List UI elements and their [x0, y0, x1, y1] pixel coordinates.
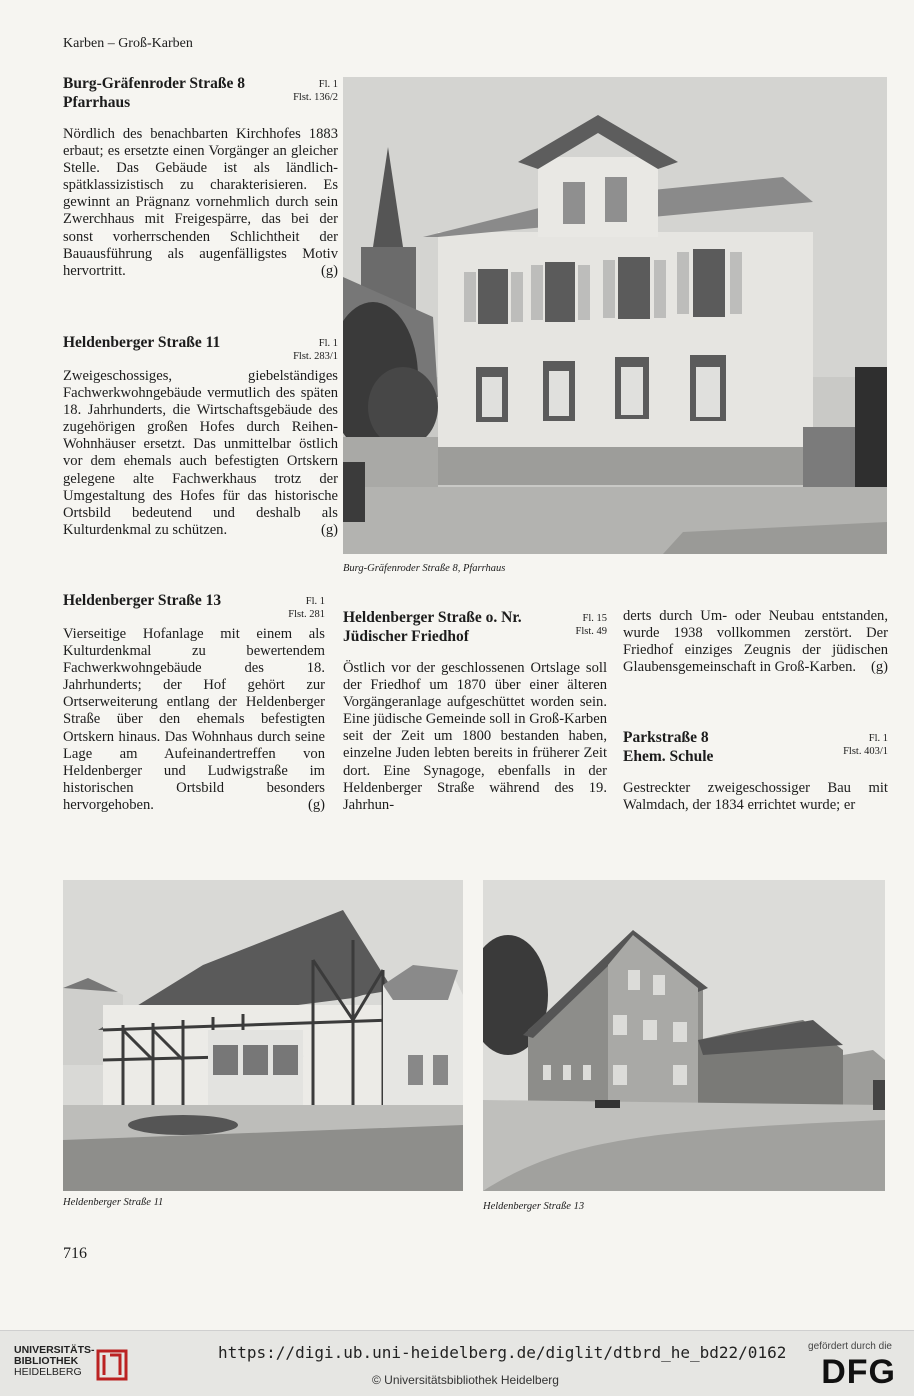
- entry-body: Zweigeschossiges, giebelständiges Fachwerkwohngebäude vermutlich des späten 18. Jahrhunderts, die Wirtschaftsgebäude des zugehörigen großen Hofes durch Reihen-Wohnhäuser ersetzt. Das unmittelbar östlich vor dem ehemals auch befestigten Ortskern gelegene alte Fachwerkhaus trotz der Umgestaltung des Hofes für das historische Ortsbild bedeutend und deshalb als Kulturdenkmal zu schützen.: [63, 368, 338, 538]
- flurstueck-number: Flst. 281: [288, 609, 325, 620]
- page-number: 716: [63, 1245, 87, 1262]
- flur-number: Fl. 1: [318, 79, 338, 90]
- pfarrhaus-photo-image: [343, 77, 887, 554]
- entry-body: Nördlich des benachbarten Kirchhofes 1883 erbaut; es ersetzte einen Vorgänger an gleicher Stelle. Das Gebäude ist als ländlich-spätklassizistisch zu charakterisieren. Es gewinnt an Prägnanz vornehmlich durch sein Zwerchhaus mit Freigespärre, das bei der sonst vorherrschenden Schlichtheit der Bauausführung als augenfälligstes Motiv hervortritt.: [63, 126, 338, 279]
- library-logo[interactable]: [14, 1345, 134, 1385]
- flur-number: Fl. 1: [305, 596, 325, 607]
- entry-subtitle: Ehem. Schule: [623, 748, 714, 765]
- author-signature: (g): [870, 659, 888, 676]
- flur-number: Fl. 1: [868, 733, 888, 744]
- flur-number: Fl. 1: [318, 338, 338, 349]
- entry-text: [63, 126, 338, 280]
- entry-text: [63, 368, 338, 539]
- heldenberger-11-caption: Heldenberger Straße 11: [63, 1197, 164, 1208]
- heldenberger-11-photo: [63, 880, 463, 1191]
- dfg-logo[interactable]: DFG: [821, 1353, 896, 1391]
- entry-parkstrasse-8: [623, 728, 888, 814]
- flur-number: Fl. 15: [582, 613, 607, 624]
- entry-text: Gestreckter zweigeschossiger Bau mit Walmdach, der 1834 errichtet wurde; er: [623, 780, 888, 814]
- heldenberger-13-caption: Heldenberger Straße 13: [483, 1201, 585, 1212]
- copyright-notice: © Universitätsbibliothek Heidelberg: [372, 1373, 559, 1387]
- entry-body: Vierseitige Hofanlage mit einem als Kulturdenkmal zu bewertendem Fachwerkwohngebäude des 18. Jahrhunderts; der Hof gehört zur Ortserweiterung entlang der Heldenberger Straße über den ehemals befestigten Ortskern hinaus. Das Wohnhaus durch seine Lage am Aufeinandertreffen von Heldenberger und Ludwigstraße im historischen Ortsbild besonders hervorgehoben.: [63, 626, 325, 813]
- author-signature: (g): [320, 262, 338, 279]
- pfarrhaus-caption: Burg-Gräfenroder Straße 8, Pfarrhaus: [343, 563, 506, 574]
- funding-note: gefördert durch die: [808, 1341, 892, 1352]
- entry-title: Heldenberger Straße 13: [63, 592, 222, 609]
- entry-title: Burg-Gräfenroder Straße 8: [63, 75, 245, 92]
- entry-pfarrhaus: [63, 74, 338, 280]
- author-signature: (g): [320, 521, 338, 538]
- parcel-reference: [288, 595, 325, 621]
- viewer-footer: [0, 1330, 914, 1396]
- entry-heldenberger-13: [63, 591, 325, 814]
- entry-subtitle: Pfarrhaus: [63, 94, 131, 111]
- entry-title: Parkstraße 8: [623, 729, 709, 746]
- heldenberger-13-photo-image: [483, 880, 885, 1191]
- entry-juedischer-friedhof: [343, 608, 607, 814]
- entry-text: Östlich vor der geschlossenen Ortslage soll der Friedhof um 1870 über einer älteren Vorgängeranlage aufgeschüttet worden sein. Eine jüdische Gemeinde soll in Groß-Karben seit der Zeit um 1800 bestanden haben, einzelne Juden lebten bereits in früherer Zeit dort. Eine Synagoge, ebenfalls in der Heldenberger Straße während des 19. Jahrhun-: [343, 660, 607, 813]
- flurstueck-number: Flst. 49: [575, 626, 607, 637]
- flurstueck-number: Flst. 403/1: [843, 746, 888, 757]
- parcel-reference: [575, 612, 607, 638]
- parcel-reference: [293, 78, 338, 104]
- running-head: Karben – Groß-Karben: [63, 36, 193, 51]
- permalink-url[interactable]: https://digi.ub.uni-heidelberg.de/diglit/dtbrd_he_bd22/0162: [218, 1343, 787, 1362]
- entry-continuation: [623, 608, 888, 676]
- parcel-reference: [293, 337, 338, 363]
- author-signature: (g): [307, 796, 325, 813]
- entry-body: derts durch Um- oder Neubau entstanden, wurde 1938 vollkommen zerstört. Der Friedhof einziges Zeugnis der jüdischen Glaubensgemeinschaft in Groß-Karben.: [623, 608, 888, 676]
- parcel-reference: [843, 732, 888, 758]
- library-name-line1: UNIVERSITÄTS-: [14, 1344, 95, 1356]
- entry-text: [63, 626, 325, 814]
- library-name-line3: HEIDELBERG: [14, 1366, 82, 1378]
- entry-text: [623, 608, 888, 676]
- heldenberger-13-photo: [483, 880, 885, 1191]
- flurstueck-number: Flst. 136/2: [293, 92, 338, 103]
- entry-title: Heldenberger Straße 11: [63, 334, 221, 351]
- heldenberger-11-photo-image: [63, 880, 463, 1191]
- entry-title: Heldenberger Straße o. Nr.: [343, 609, 522, 626]
- library-emblem-icon: [94, 1347, 130, 1383]
- library-name-line2: BIBLIOTHEK: [14, 1355, 79, 1367]
- entry-heldenberger-11: [63, 333, 338, 539]
- entry-subtitle: Jüdischer Friedhof: [343, 628, 469, 645]
- pfarrhaus-photo: [343, 77, 887, 554]
- flurstueck-number: Flst. 283/1: [293, 351, 338, 362]
